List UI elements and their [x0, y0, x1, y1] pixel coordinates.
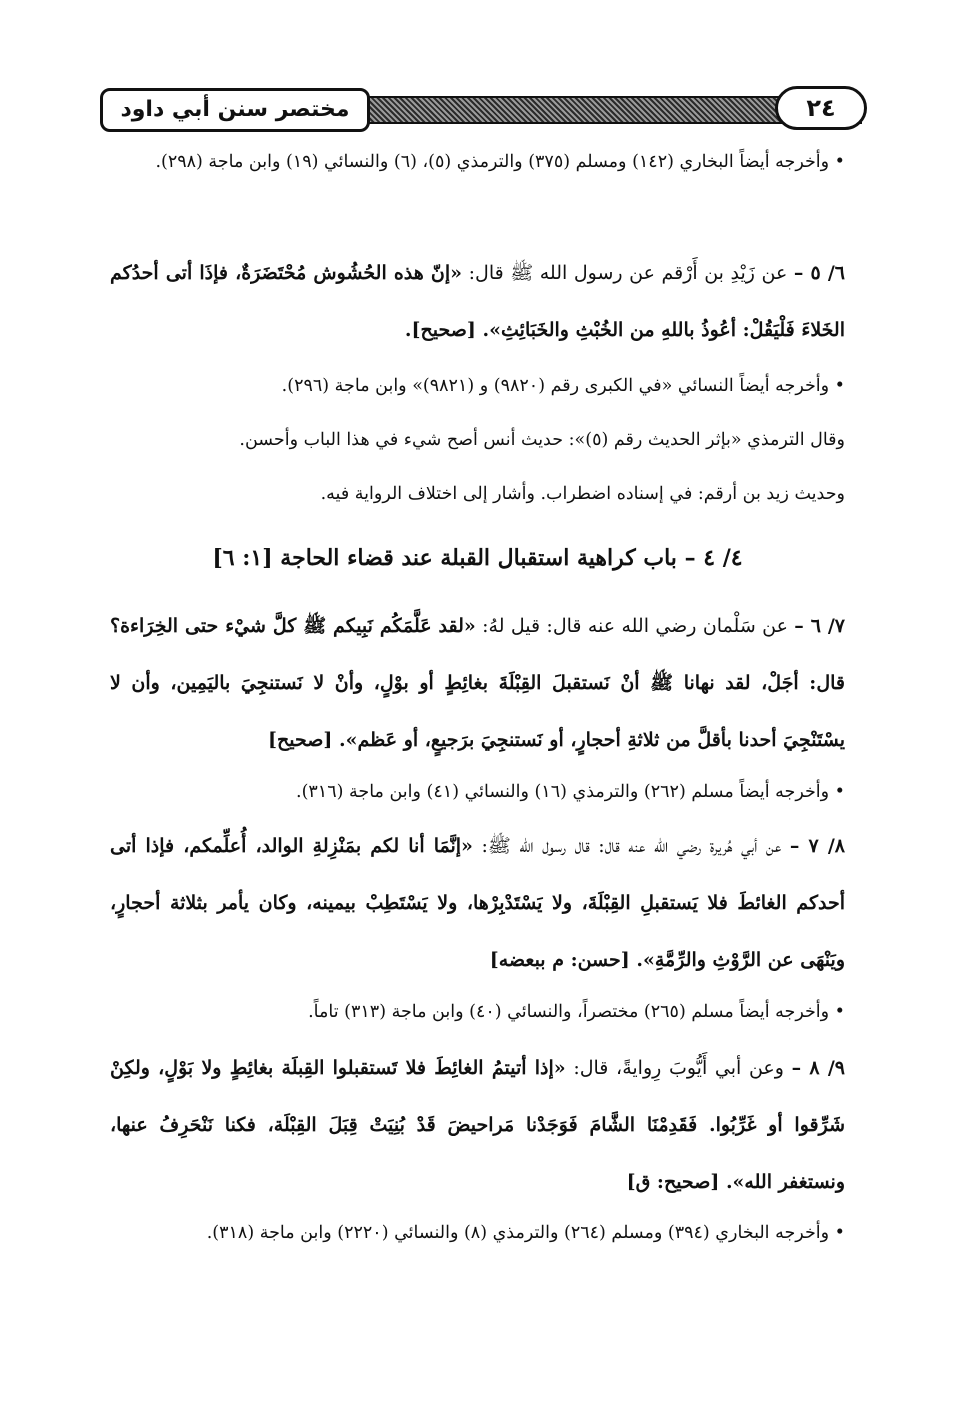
hadith-number: ٦/ ٥ –	[793, 262, 846, 284]
hadith-number: ٩/ ٨ –	[791, 1057, 845, 1079]
reference-note: • وأخرجه أيضاً مسلم (٢٦٥) مختصراً، والنسائي (٤٠) وابن ماجة (٣١٣) تاماً.	[110, 984, 845, 1040]
commentary: وقال الترمذي «بإثر الحديث رقم (٥)»: حديث أنس أصح شيء في هذا الباب وأحسن.	[239, 430, 845, 450]
hadith-text: «لقد عَلَّمَكُم نَبِيكم ﷺ كلَّ شيْء حتى الخِرَاءة؟ قال: أجَلْ، لقد نهانا ﷺ أنْ نَستقبلَ القِبْلَةَ بغائِطٍ أو بوْلٍ، وأنْ لا نَستنجِيَ باليَمِين، وأن لا يسْتَنْجِيَ أحدنا بأقلَّ من ثلاثةِ أحجارٍ، أو نَستنجِيَ برَجيعٍ، أو عَظم». [صحيح]	[110, 615, 845, 751]
chapter-heading: ٤/ ٤ – باب كراهية استقبال القبلة عند قضاء الحاجة [١: ٦]	[212, 545, 743, 571]
hadith-block	[110, 598, 845, 769]
hadith-text: «إنَّمَا أنا لكم بمَنْزِلةِ الوالد، أُعلِّمكم، فإذا أتى أحدكم الغائطَ فلا يَستقبلِ القِبْلَةَ، ولا يَسْتَدْبِرْها، ولا يَسْتَطِبْ بيمينه، وكان يأمر بثلاثة أحجارٍ، ويَنْهَى عن الرَّوْثِ والرِّمَّةِ». [حسن: م ببعضه]	[110, 835, 845, 971]
reference-note: • وأخرجه أيضاً النسائي «في الكبرى رقم (٩٨٢٠) و (٩٨٢١)» وابن ماجة (٢٩٦).	[110, 358, 845, 414]
reference-note: • وأخرجه أيضاً البخاري (١٤٢) ومسلم (٣٧٥) والترمذي (٥)، (٦) والنسائي (١٩) وابن ماجة (٢٩٨).	[110, 140, 845, 184]
page-header	[100, 86, 880, 146]
hadith-intro: عن أبي هُريرة رضي الله عنه قال: قال رسول الله ﷺ:	[481, 835, 782, 857]
book-title: مختصر سنن أبي داود	[100, 88, 370, 132]
hadith-number: ٨/ ٧ –	[789, 835, 845, 857]
hadith-intro: وعن أبي أَيُّوبَ رِوايةً، قال:	[573, 1057, 784, 1079]
hadith-intro: عن سَلْمان رضي الله عنه قال: قيل لهُ:	[482, 615, 788, 637]
reference-note: • وأخرجه البخاري (٣٩٤) ومسلم (٢٦٤) والترمذي (٨) والنسائي (٢٢٢٠) وابن ماجة (٣١٨).	[110, 1208, 845, 1258]
reference-note: • وأخرجه أيضاً مسلم (٢٦٢) والترمذي (١٦) والنسائي (٤١) وابن ماجة (٣١٦).	[110, 764, 845, 820]
hadith-text: «إذا أتيتمُ الغائِطَ فلا تَستقبلوا القِبلَة بغائِطٍ ولا بَوْلٍ، ولكِنْ شَرِّقوا أو غَرِّبُوا. فَقَدِمْنَا الشَّامَ فَوَجَدْنا مَراحيضَ قَدْ بُنِيَتْ قِبَلَ القِبْلَة، فكنا نَنْحَرِفُ عنها، ونستغفر الله». [صحيح: ق]	[110, 1057, 845, 1193]
hadith-block	[110, 1040, 845, 1211]
hadith-intro: عن زَيْدِ بن أَرْقم عن رسول الله ﷺ قال:	[468, 262, 788, 284]
hadith-number: ٧/ ٦ –	[794, 615, 846, 637]
page-number: ٢٤	[775, 86, 867, 130]
hadith-block	[110, 245, 845, 359]
commentary: وحديث زيد بن أرقم: في إسناده اضطراب. وأشار إلى اختلاف الرواية فيه.	[320, 484, 845, 504]
hadith-block	[110, 818, 845, 989]
hadith-text: «إنّ هذه الحُشُوش مُحْتَضَرَةٌ، فإذَا أتى أحدُكم الخَلاءَ فَلْيَقُلْ: أعُوذُ باللهِ من الخُبْثِ والخَبَائِثِ». [صحيح].	[110, 262, 845, 341]
